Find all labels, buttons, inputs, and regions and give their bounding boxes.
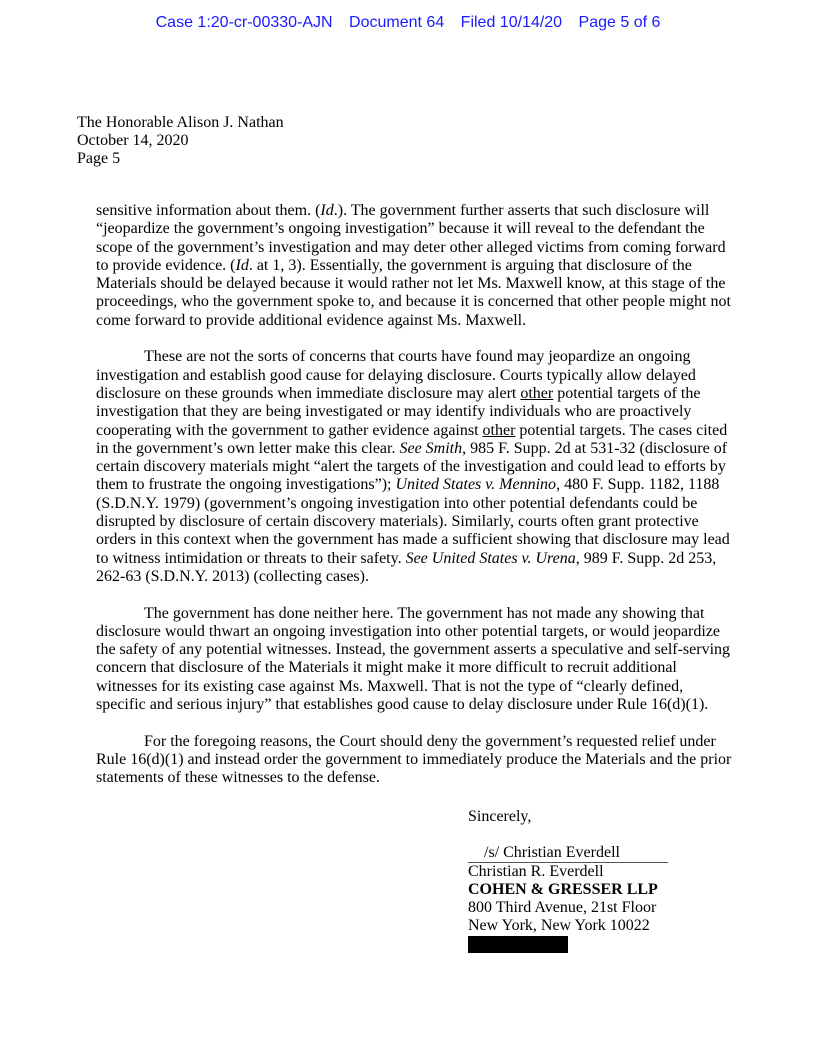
firm-name: COHEN & GRESSER LLP — [468, 881, 658, 898]
text: .). The government further asserts that such disclosure will “jeopardize the government’s ongoing investigation” because it will reveal to the defendant the scope of the government’s investigation and may deter other alleged victims from coming forward to provide evidence. ( — [96, 202, 726, 274]
document-number: Document 64 — [349, 14, 445, 31]
text: , 985 F. Supp. 2d at 531-32 (disclosure of certain discovery materials might “alert the targets of the investigation and could lead to efforts by them to frustrate the ongoing investigations”); — [96, 439, 728, 494]
address-line-2: New York, New York 10022 — [468, 917, 650, 934]
paragraph-1 — [96, 202, 732, 330]
address-line-1: 800 Third Avenue, 21st Floor — [468, 899, 657, 916]
signature-block — [468, 808, 668, 953]
paragraph-2 — [96, 348, 732, 586]
text: sensitive information about them. ( — [96, 202, 321, 219]
signer-name: Christian R. Everdell — [468, 863, 604, 880]
closing: Sincerely, — [468, 808, 532, 825]
page-count: Page 5 of 6 — [578, 14, 661, 31]
text: , 989 F. Supp. 2d 253, 262-63 (S.D.N.Y. 2013) (collecting cases). — [96, 549, 717, 585]
letter-body — [96, 202, 732, 806]
text: . at 1, 3). Essentially, the government is arguing that disclosure of the Materials should be delayed because it would rather not let Ms. Maxwell know, at this stage of the proceedings, who the government spoke to, and because it is concerned that other people might not come forward to provide additional evidence against Ms. Maxwell. — [96, 256, 731, 329]
paragraph-4 — [96, 733, 732, 788]
paragraph-3 — [96, 605, 732, 715]
text: These are not the sorts of concerns that courts have found may jeopardize an ongoing investigation and establish good cause for delaying disclosure. Courts typically allow delayed disclosure on these grounds when immediate disclosure may alert — [96, 348, 696, 402]
signature-line: /s/ Christian Everdell — [468, 844, 668, 863]
text: For the foregoing reasons, the Court should deny the government’s requested relief under Rule 16(d)(1) and instead order the government to immediately produce the Materials and the prior statements of these witnesses to the defense. — [96, 732, 732, 787]
letter-date: October 14, 2020 — [77, 132, 189, 149]
filed-date: Filed 10/14/20 — [460, 14, 563, 31]
text: The government has done neither here. The government has not made any showing that disclosure would thwart an ongoing investigation into other potential targets, or would jeopardize the safety of any potential witnesses. Instead, the government asserts a speculative and self-serving concern that disclosure of the Materials it might make it more difficult to recruit additional witnesses for its existing case against Ms. Maxwell. That is not the type of “clearly defined, specific and serious injury” that establishes good cause to delay disclosure under Rule 16(d)(1). — [96, 604, 731, 714]
emphasis: other — [520, 384, 554, 402]
case-number: Case 1:20-cr-00330-AJN — [155, 14, 333, 31]
redaction-box — [468, 936, 568, 953]
citation: Id — [320, 202, 334, 219]
letter-page: Page 5 — [77, 150, 121, 167]
addressee-block — [77, 114, 284, 168]
text: , 480 F. Supp. 1182, 1188 (S.D.N.Y. 1979) (government’s ongoing investigation into other potential defendants could be disrupted by disclosure of certain discovery materials). Similarly, courts often grant protective orders in this context when the government has made a sufficient showing that disclosure may lead to witness intimidation or threats to their safety. — [96, 476, 730, 567]
citation: See United States v. Urena — [405, 549, 576, 567]
citation: United States v. Mennino — [395, 476, 557, 494]
court-filing-header — [0, 14, 816, 32]
citation: See Smith — [399, 439, 463, 457]
citation: Id — [235, 256, 249, 274]
emphasis: other — [482, 421, 516, 439]
addressee-name: The Honorable Alison J. Nathan — [77, 114, 284, 131]
text: potential targets. The cases cited in the government’s own letter make this clear. — [96, 421, 728, 457]
text: potential targets of the investigation that they are being investigated or may identify individuals who are proactively cooperating with the government to gather evidence against — [96, 384, 701, 439]
